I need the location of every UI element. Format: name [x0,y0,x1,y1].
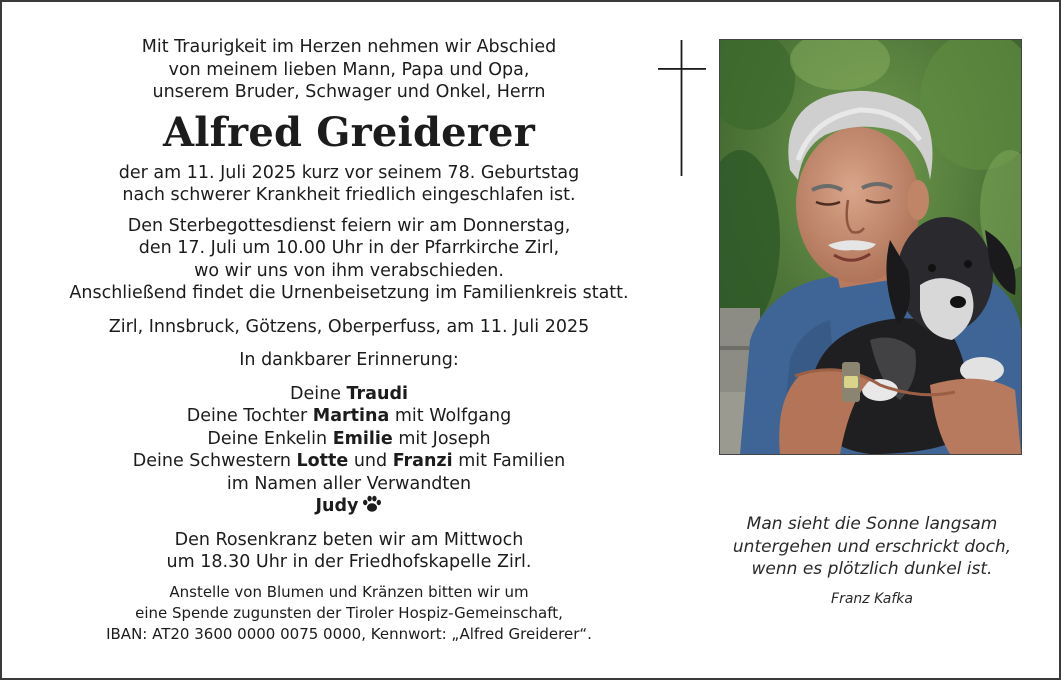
mourner-name-lotte: Lotte [296,451,349,471]
quote-author: Franz Kafka [831,591,913,607]
quote-line-3: wenn es plötzlich dunkel ist. [751,559,993,579]
donation-line-2: eine Spende zugunsten der Tiroler Hospiz-Gemeinschaft, [135,603,563,622]
mourner-relatives: im Namen aller Verwandten [226,473,472,494]
mourner-name-judy: Judy [315,496,359,516]
quote [702,513,1042,581]
intro-line-1: Mit Traurigkeit im Herzen nehmen wir Abschied [141,37,557,57]
mourner-name-martina: Martina [312,406,390,426]
service-line-3: wo wir uns von ihm verabschieden. [194,260,504,281]
place-date: Zirl, Innsbruck, Götzens, Oberperfuss, am 11. Juli 2025 [108,316,590,337]
remembrance-line: In dankbarer Erinnerung: [239,350,459,370]
mourner-dog [52,495,646,518]
mourner-traudi: Deine Traudi [290,383,408,404]
mourner-name-traudi: Traudi [346,383,408,404]
mourner-daughter: Deine Tochter Martina mit Wolfgang [186,406,512,426]
quote-line-2: untergehen und erschrickt doch, [732,536,1012,557]
deceased-name: Alfred Greiderer [163,108,535,156]
service-line-2: den 17. Juli um 10.00 Uhr in der Pfarrkirche Zirl, [138,238,560,258]
death-line-1: der am 11. Juli 2025 kurz vor seinem 78. Geburtstag [118,162,580,183]
intro-line-3: unserem Bruder, Schwager und Onkel, Herrn [152,82,546,102]
service-line-1: Den Sterbegottesdienst feiern wir am Donnerstag, [127,215,571,236]
quote-line-1: Man sieht die Sonne langsam [746,514,998,534]
mourner-granddaughter: Deine Enkelin Emilie mit Joseph [207,428,491,449]
death-line-2: nach schwerer Krankheit friedlich eingeschlafen ist. [122,185,576,205]
rosary-line-1: Den Rosenkranz beten wir am Mittwoch [174,529,524,550]
mourner-name-franzi: Franzi [392,451,453,471]
obituary-text [52,36,646,645]
intro-line-2: von meinem lieben Mann, Papa und Opa, [168,59,530,80]
mourner-name-emilie: Emilie [332,428,393,449]
donation-line-1: Anstelle von Blumen und Kränzen bitten wir um [169,582,529,601]
paw-icon [362,495,382,513]
mourner-sisters: Deine Schwestern Lotte und Franzi mit Familien [132,451,566,471]
rosary-line-2: um 18.30 Uhr in der Friedhofskapelle Zirl. [166,552,532,572]
portrait-photo [719,39,1022,455]
donation-line-3: IBAN: AT20 3600 0000 0075 0000, Kennwort: „Alfred Greiderer“. [106,624,592,643]
service-line-4: Anschließend findet die Urnenbeisetzung im Familienkreis statt. [69,283,629,303]
cross-icon [658,40,706,176]
